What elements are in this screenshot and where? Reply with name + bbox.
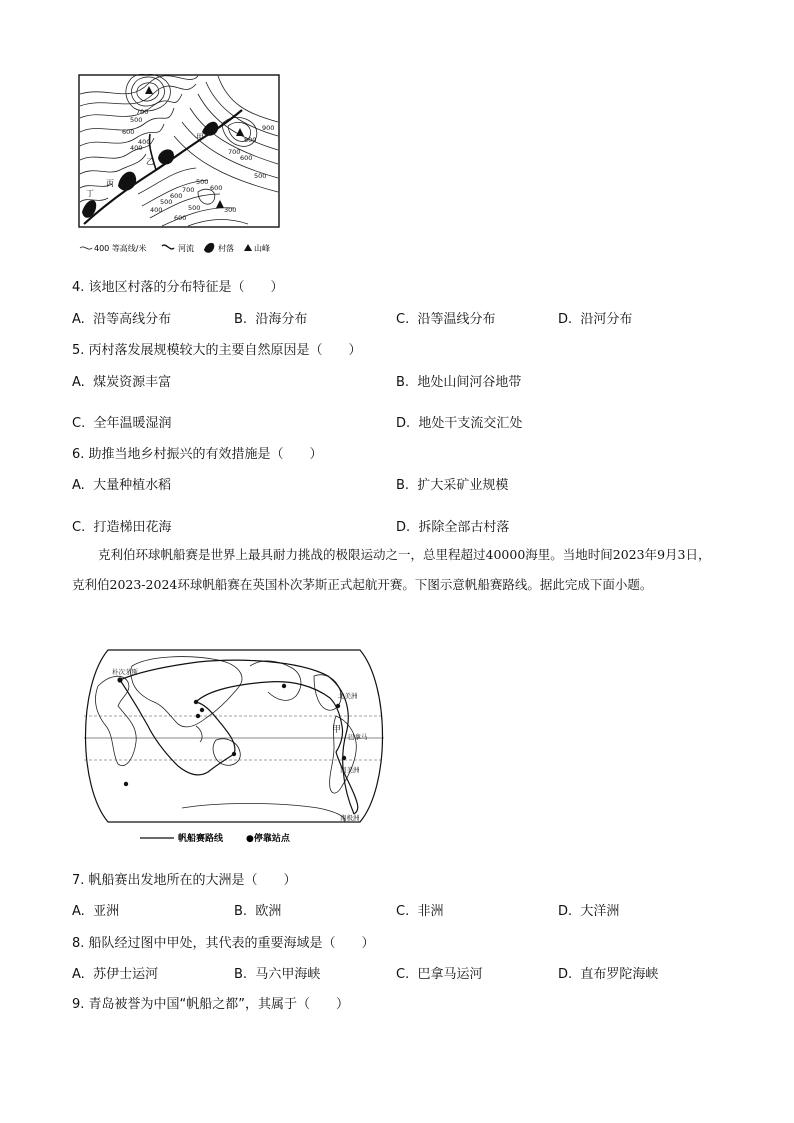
question-stem: 助推当地乡村振兴的有效措施是（ ）	[88, 447, 323, 462]
option-text: 苏伊士运河	[93, 967, 159, 982]
question-9	[72, 993, 349, 1012]
option-letter: D.	[396, 416, 411, 431]
option-text: 沿等温线分布	[417, 312, 496, 327]
legend-route: 帆船赛路线	[178, 834, 224, 844]
option-letter: B.	[234, 967, 248, 982]
village-label-ding: 丁	[86, 189, 94, 198]
village-label-jia: 甲	[196, 133, 204, 142]
label-panama: 巴拿马	[348, 733, 368, 741]
question-number: 4.	[72, 280, 85, 295]
legend-stop: ●停靠站点	[246, 834, 290, 844]
contour-label: 600	[174, 214, 187, 222]
option-7C	[396, 900, 444, 919]
option-letter: B.	[396, 478, 410, 493]
reading-passage: 克利伯环球帆船赛是世界上最具耐力挑战的极限运动之一，总里程超过40000海里。当地时间2023年9月3日，克利伯2023-2024环球帆船赛在英国朴次茅斯正式起航开赛。下图示意帆船赛路线。据此完成下面小题。	[72, 547, 711, 592]
legend-contour: 400 等高线/米	[94, 244, 147, 253]
option-6B	[396, 474, 508, 493]
option-text: 地处山间河谷地带	[417, 375, 522, 390]
contour-label: 800	[244, 136, 257, 144]
contour-label: 600	[122, 128, 135, 136]
contour-label: 900	[262, 124, 275, 132]
contour-label: 400	[138, 138, 151, 146]
option-letter: D.	[558, 967, 573, 982]
option-letter: C.	[396, 904, 410, 919]
label-antarctica: 南极洲	[340, 814, 360, 822]
option-7B	[234, 900, 281, 919]
option-8B	[234, 963, 320, 982]
contour-label: 700	[182, 186, 195, 194]
village-legend-icon	[204, 243, 214, 253]
option-letter: A.	[72, 375, 85, 390]
legend-village: 村落	[218, 244, 234, 253]
option-8C	[396, 963, 483, 982]
option-5A	[72, 371, 171, 390]
option-5D	[396, 412, 522, 431]
option-text: 亚洲	[93, 904, 120, 919]
contour-label: 400	[130, 144, 143, 152]
option-text: 马六甲海峡	[255, 967, 321, 982]
option-5B	[396, 371, 521, 390]
world-legend	[140, 832, 291, 844]
option-text: 打造梯田花海	[93, 520, 172, 535]
option-letter: D.	[558, 312, 573, 327]
river-legend-icon	[162, 245, 174, 249]
topo-legend	[80, 243, 270, 253]
stop-point	[200, 708, 204, 712]
question-stem: 该地区村落的分布特征是（ ）	[88, 280, 284, 295]
stop-point	[282, 684, 286, 688]
option-letter: A.	[72, 312, 85, 327]
contour-label: 500	[196, 178, 209, 186]
option-letter: A.	[72, 967, 85, 982]
option-letter: B.	[234, 904, 248, 919]
question-number: 9.	[72, 997, 85, 1012]
village-label-bing: 丙	[106, 179, 114, 188]
option-text: 煤炭资源丰富	[93, 375, 172, 390]
legend-river: 河流	[178, 244, 194, 253]
option-6A	[72, 474, 171, 493]
option-7A	[72, 900, 119, 919]
option-text: 沿等高线分布	[93, 312, 172, 327]
question-number: 6.	[72, 447, 85, 462]
option-letter: B.	[396, 375, 410, 390]
option-8A	[72, 963, 158, 982]
contour-label: 600	[240, 154, 253, 162]
contour-label: 600	[170, 192, 183, 200]
option-text: 全年温暖湿润	[93, 416, 172, 431]
label-north-america: 北美洲	[338, 692, 358, 700]
option-8D	[558, 963, 658, 982]
contour-label: 600	[210, 184, 223, 192]
option-letter: D.	[396, 520, 411, 535]
question-6	[72, 443, 323, 462]
contour-label: 500	[254, 172, 267, 180]
question-number: 7.	[72, 873, 85, 888]
topo-map	[78, 74, 280, 254]
stop-point	[336, 704, 340, 708]
option-letter: B.	[234, 312, 248, 327]
option-text: 地处干支流交汇处	[418, 416, 523, 431]
option-letter: C.	[396, 312, 410, 327]
contour-label: 500	[130, 116, 143, 124]
option-4B	[234, 308, 307, 327]
question-stem: 船队经过图中甲处，其代表的重要海域是（ ）	[88, 936, 375, 951]
question-5	[72, 339, 362, 358]
contour-label: 500	[160, 198, 173, 206]
label-jia: 甲	[332, 725, 342, 735]
option-letter: C.	[396, 967, 410, 982]
stop-point	[342, 756, 346, 760]
option-letter: A.	[72, 904, 85, 919]
question-stem: 丙村落发展规模较大的主要自然原因是（ ）	[88, 343, 362, 358]
topo-map-svg	[78, 74, 280, 254]
option-text: 扩大采矿业规模	[417, 478, 509, 493]
option-letter: C.	[72, 416, 86, 431]
option-text: 巴拿马运河	[417, 967, 483, 982]
question-8	[72, 932, 375, 951]
stop-point	[194, 700, 198, 704]
option-text: 大洋洲	[580, 904, 620, 919]
option-text: 沿海分布	[255, 312, 308, 327]
option-4C	[396, 308, 496, 327]
option-letter: D.	[558, 904, 573, 919]
option-4A	[72, 308, 171, 327]
option-letter: C.	[72, 520, 86, 535]
contour-label: 400	[150, 206, 163, 214]
stop-point	[117, 677, 122, 682]
stop-point	[124, 782, 128, 786]
option-6C	[72, 516, 172, 535]
question-stem: 帆船赛出发地所在的大洲是（ ）	[88, 873, 297, 888]
legend-peak: 山峰	[254, 244, 270, 253]
question-stem: 青岛被誉为中国“帆船之都”，其属于（ ）	[88, 997, 350, 1012]
world-map	[78, 646, 390, 846]
option-text: 沿河分布	[580, 312, 633, 327]
option-letter: A.	[72, 478, 85, 493]
option-4D	[558, 308, 632, 327]
question-4	[72, 276, 284, 295]
contour-label: 500	[188, 204, 201, 212]
option-text: 非洲	[417, 904, 444, 919]
contour-label: 700	[136, 108, 149, 116]
option-text: 欧洲	[255, 904, 282, 919]
stop-point	[196, 714, 200, 718]
question-number: 8.	[72, 936, 85, 951]
village-label-yi: 乙	[146, 157, 154, 166]
world-map-svg	[78, 646, 390, 846]
peak-legend-icon	[244, 244, 252, 251]
label-south-america: 南美洲	[340, 766, 360, 774]
contour-label: 300	[224, 206, 237, 214]
option-text: 直布罗陀海峡	[580, 967, 659, 982]
question-7	[72, 869, 297, 888]
option-text: 拆除全部古村落	[418, 520, 510, 535]
contour-legend-icon	[80, 247, 92, 249]
stop-point	[232, 752, 236, 756]
option-6D	[396, 516, 509, 535]
option-7D	[558, 900, 619, 919]
question-number: 5.	[72, 343, 85, 358]
option-5C	[72, 412, 172, 431]
option-text: 大量种植水稻	[93, 478, 172, 493]
label-portsmouth: 朴次茅斯	[112, 668, 138, 676]
contour-label: 700	[228, 148, 241, 156]
